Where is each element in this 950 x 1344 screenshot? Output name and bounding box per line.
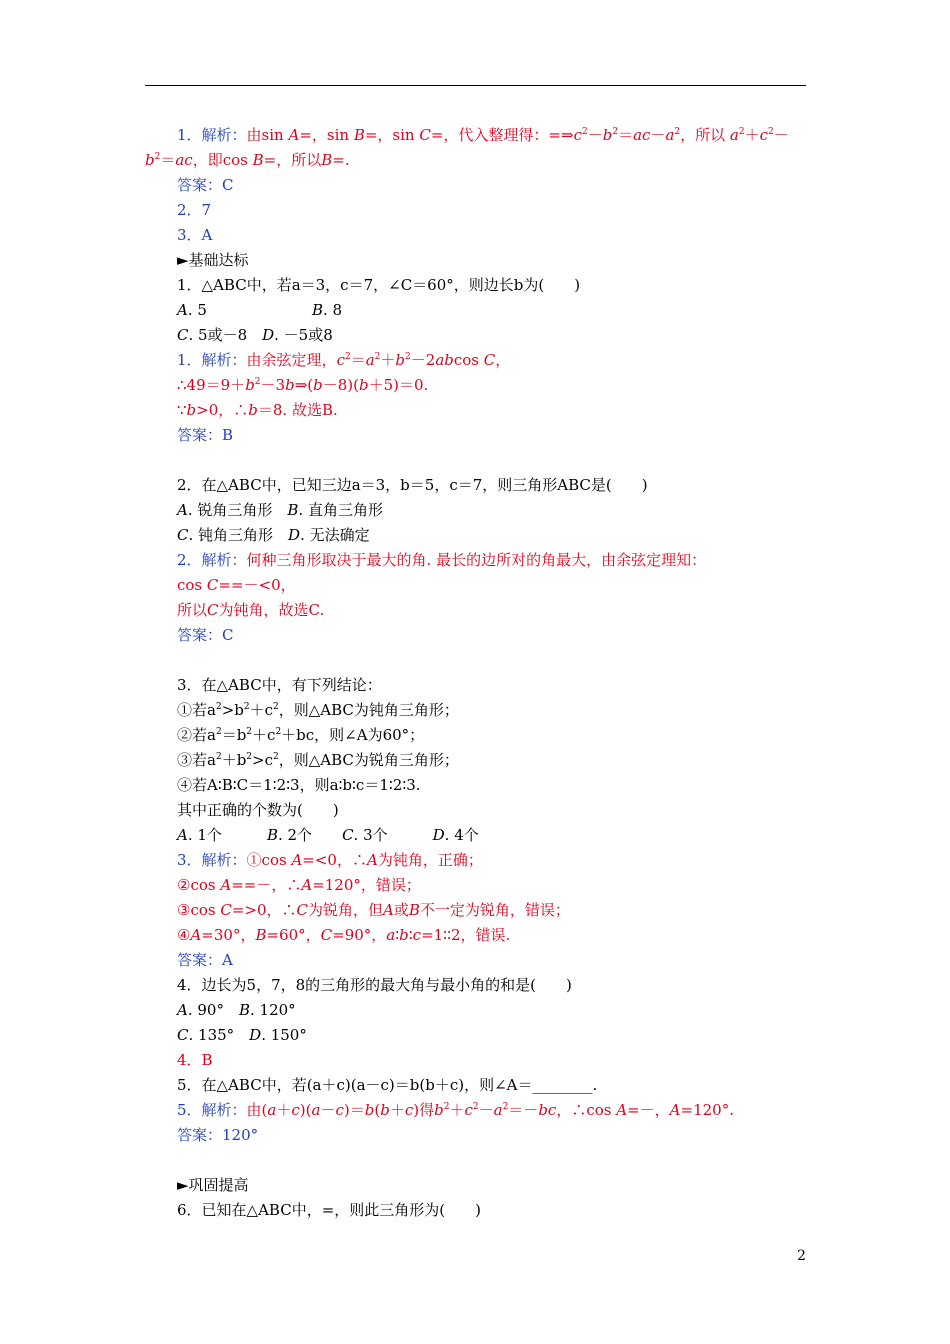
text-line xyxy=(177,848,817,873)
text-line: ④若A∶B∶C＝1∶2∶3，则a∶b∶c＝1∶2∶3. xyxy=(177,776,421,794)
text-line: 答案：C xyxy=(177,176,234,194)
solution-text: 由sin A=，sin B=，sin C=，代入整理得：$=\Rightarrow c^2-b^2=ac-a^2$，所以 $a^2+c^2-$ xyxy=(246,126,789,144)
solution-label: 5．解析： xyxy=(177,1101,247,1119)
solution-text: ②cos A==－，∴A=120°，错误； xyxy=(177,876,421,894)
text-line xyxy=(177,898,817,923)
text-line xyxy=(177,398,817,423)
text-line: 2．在△ABC中，已知三边a＝3，b＝5，c＝7，则三角形ABC是( ) xyxy=(177,476,648,494)
solution-text: 由余弦定理，$c^2=a^2+b^2-2abcos$ C， xyxy=(246,351,511,369)
text-line: 1．△ABC中，若a＝3，c＝7，∠C＝60°，则边长b为( ) xyxy=(177,276,581,294)
text-line: C. 钝角三角形 D. 无法确定 xyxy=(177,526,370,544)
text-line: ②若$a^2=b^2+c^2+bc$，则∠A为60°； xyxy=(177,726,425,744)
text-line: C. 5或－8 D. －5或8 xyxy=(177,326,333,344)
solution-text: ③cos C=>0，∴C为锐角，但A或B不一定为锐角，错误； xyxy=(177,901,570,919)
text-line: 3．A xyxy=(177,226,213,244)
text-line: A. 5 B. 8 xyxy=(177,301,343,319)
solution-text: cos C==－<0， xyxy=(177,576,296,594)
text-line xyxy=(177,1048,817,1073)
text-line xyxy=(177,598,817,623)
blank-line xyxy=(177,648,817,673)
document-body xyxy=(145,123,817,1223)
solution-text: 所以C为钝角，故选C. xyxy=(177,601,325,619)
page-number: 2 xyxy=(797,1248,806,1264)
text-line xyxy=(177,348,817,373)
text-line xyxy=(177,923,817,948)
solution-text: $b^2=ac$，即cos B=，所以B=. xyxy=(145,151,350,169)
text-line xyxy=(177,1098,817,1123)
text-line: ①若$a^2>b^2+c^2$，则△ABC为钝角三角形； xyxy=(177,701,459,719)
text-line: 2．7 xyxy=(177,201,212,219)
solution-label: 3．解析： xyxy=(177,851,247,869)
solution-text: ①cos A=<0，∴A为钝角，正确； xyxy=(246,851,483,869)
text-line xyxy=(145,148,817,173)
text-line: 4．边长为5，7，8的三角形的最大角与最小角的和是( ) xyxy=(177,976,572,994)
text-line xyxy=(177,573,817,598)
text-line: 答案：A xyxy=(177,951,233,969)
text-line: 答案：B xyxy=(177,426,234,444)
header-rule xyxy=(145,85,806,86)
text-line xyxy=(177,873,817,898)
solution-label: 4．B xyxy=(177,1051,213,1069)
text-line xyxy=(177,373,817,398)
solution-label: 2．解析： xyxy=(177,551,247,569)
text-line: A. 90° B. 120° xyxy=(177,1001,296,1019)
text-line: C. 135° D. 150° xyxy=(177,1026,307,1044)
text-line: ►基础达标 xyxy=(177,251,249,269)
solution-text: ④A=30°，B=60°，C=90°，a∶b∶c=1∶∶2，错误. xyxy=(177,926,511,944)
text-line: 5．在△ABC中，若(a＋c)(a－c)＝b(b＋c)，则∠A＝________. xyxy=(177,1076,598,1094)
text-line xyxy=(177,123,817,148)
text-line: A. 锐角三角形 B. 直角三角形 xyxy=(177,501,383,519)
text-line: 答案：C xyxy=(177,626,234,644)
text-line: A. 1个 B. 2个 C. 3个 D. 4个 xyxy=(177,826,479,844)
solution-label: 1．解析： xyxy=(177,351,247,369)
text-line xyxy=(177,548,817,573)
text-line: 答案：120° xyxy=(177,1126,259,1144)
solution-text: 何种三角形取决于最大的角. 最长的边所对的角最大，由余弦定理知： xyxy=(246,551,707,569)
solution-text: ∵b>0，∴b＝8. 故选B. xyxy=(177,401,338,419)
text-line: ►巩固提高 xyxy=(177,1176,249,1194)
text-line: 其中正确的个数为( ) xyxy=(177,801,339,819)
blank-line xyxy=(177,448,817,473)
blank-line xyxy=(177,1148,817,1173)
solution-text: 由(a＋c)(a－c)＝b(b＋c)得$b^2+c^2-a^2=-bc$，∴cos A=－，A=120°. xyxy=(246,1101,734,1119)
text-line: 3．在△ABC中，有下列结论： xyxy=(177,676,382,694)
solution-text: $\therefore 49=9+b^2-3b\Rightarrow(b-8)(b+5)=0$. xyxy=(177,376,429,394)
text-line: ③若$a^2+b^2>c^2$，则△ABC为锐角三角形； xyxy=(177,751,459,769)
text-line: 6．已知在△ABC中，=，则此三角形为( ) xyxy=(177,1201,481,1219)
solution-label: 1．解析： xyxy=(177,126,247,144)
